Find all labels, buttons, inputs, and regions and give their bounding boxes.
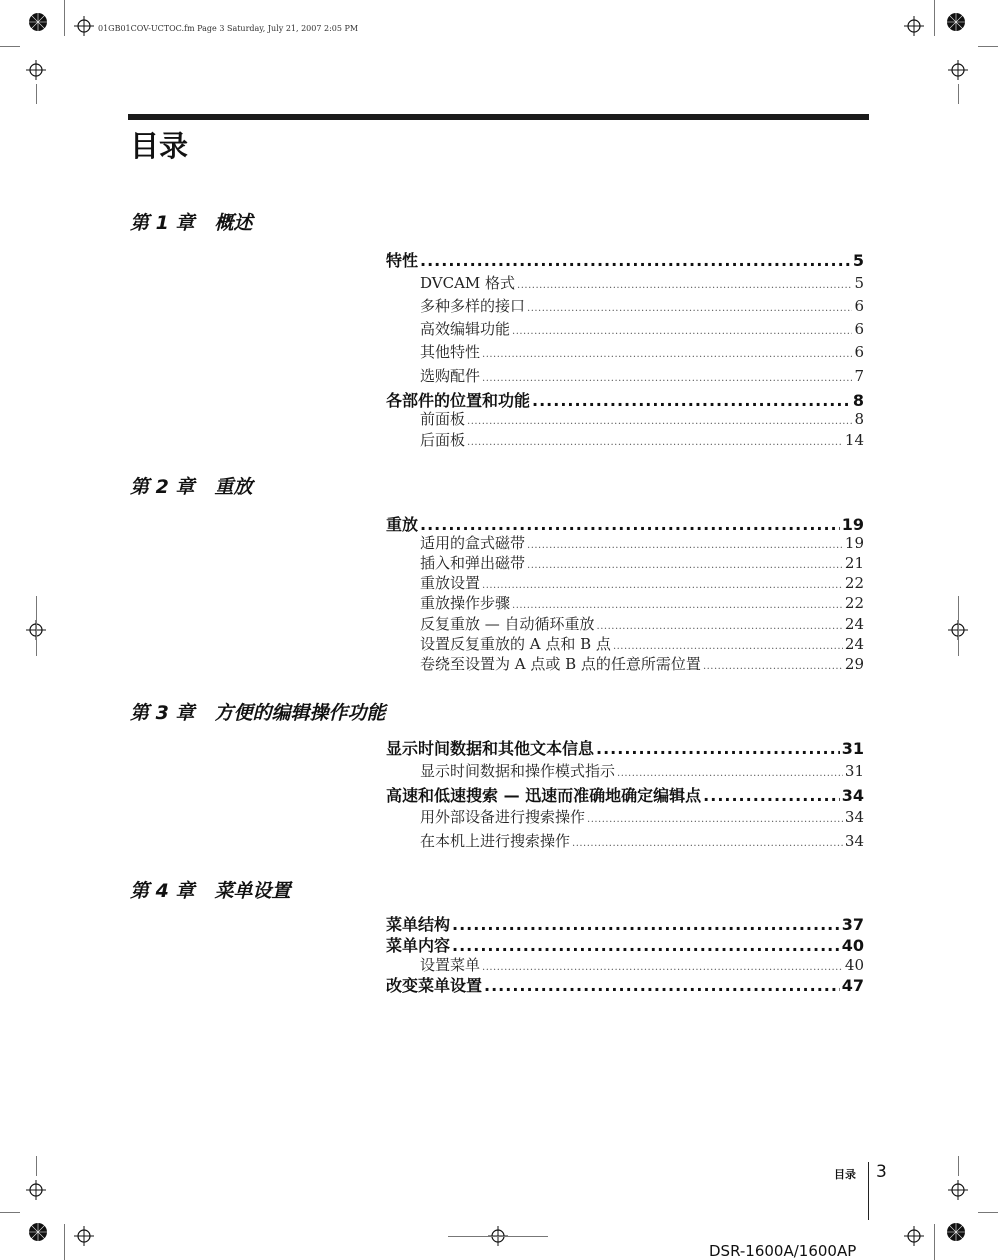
crop-line: [934, 1224, 935, 1260]
toc-subentry[interactable]: 选购配件 ..... 7: [420, 365, 864, 385]
toc-entry[interactable]: 高速和低速搜索 — 迅速而准确地确定编辑点 ..... 34: [386, 783, 864, 805]
footer-page-number: 3: [876, 1162, 887, 1182]
chapter-heading: [130, 472, 252, 499]
toc-entry[interactable]: 显示时间数据和其他文本信息 ..... 31: [386, 736, 864, 758]
toc-page-number: 6: [854, 320, 864, 338]
toc-entry[interactable]: 各部件的位置和功能 ..... 8: [386, 388, 864, 410]
toc-page-number: 34: [841, 786, 864, 805]
crop-line: [978, 1212, 998, 1213]
crosshair-target-icon: [26, 1180, 46, 1200]
crop-line: [36, 1156, 37, 1176]
toc-subentry[interactable]: 多种多样的接口 ..... 6: [420, 295, 864, 315]
toc-entry[interactable]: 重放 ..... 19: [386, 512, 864, 534]
toc-page-number: 29: [844, 655, 864, 673]
footer-divider: [868, 1162, 869, 1220]
toc-page-number: 34: [844, 808, 864, 826]
toc-page-number: 5: [852, 251, 864, 270]
toc-subentry[interactable]: DVCAM 格式 ..... 5: [420, 272, 864, 292]
crop-line: [958, 1156, 959, 1176]
toc-page-number: 22: [844, 594, 864, 612]
crop-line: [0, 46, 20, 47]
toc-subentry[interactable]: 设置反复重放的 A 点和 B 点 ..... 24: [420, 633, 864, 653]
chapter-number: 第 4 章: [130, 880, 195, 902]
toc-page-number: 40: [844, 956, 864, 974]
toc-page-number: 19: [844, 534, 864, 552]
toc-subentry[interactable]: 重放设置 ..... 22: [420, 572, 864, 592]
registration-mark-icon: [28, 1222, 48, 1242]
toc-page-number: 14: [844, 431, 864, 449]
toc-page-number: 6: [854, 343, 864, 361]
crosshair-target-icon: [74, 1226, 94, 1246]
chapter-number: 第 2 章: [130, 476, 195, 498]
chapter-heading: [130, 876, 290, 903]
chapter-number: 第 3 章: [130, 702, 195, 724]
registration-mark-icon: [28, 12, 48, 32]
footer-section-label: 目录: [834, 1168, 856, 1181]
page-title: 目录: [130, 129, 189, 163]
toc-page-number: 5: [854, 274, 864, 292]
toc-entry[interactable]: 改变菜单设置 ..... 47: [386, 973, 864, 995]
toc-page-number: 24: [844, 635, 864, 653]
toc-page-number: 21: [844, 554, 864, 572]
crosshair-target-icon: [26, 60, 46, 80]
toc-subentry[interactable]: 重放操作步骤 ..... 22: [420, 592, 864, 612]
toc-page-number: 34: [844, 832, 864, 850]
toc-page-number: 24: [844, 615, 864, 633]
crop-line: [958, 84, 959, 104]
toc-page-number: 6: [854, 297, 864, 315]
crosshair-target-icon: [948, 1180, 968, 1200]
toc-subentry[interactable]: 显示时间数据和操作模式指示 ..... 31: [420, 760, 864, 780]
crosshair-target-icon: [948, 60, 968, 80]
chapter-title: 方便的编辑操作功能: [214, 702, 386, 724]
toc-entry[interactable]: 菜单内容 ..... 40: [386, 933, 864, 955]
toc-subentry[interactable]: 在本机上进行搜索操作 ..... 34: [420, 830, 864, 850]
crop-line: [36, 84, 37, 104]
toc-subentry[interactable]: 卷绕至设置为 A 点或 B 点的任意所需位置 ..... 29: [420, 653, 864, 673]
crosshair-target-icon: [74, 16, 94, 36]
crop-line: [978, 46, 998, 47]
toc-page-number: 8: [852, 391, 864, 410]
toc-page-number: 37: [841, 915, 864, 934]
toc-subentry[interactable]: 反复重放 — 自动循环重放 ..... 24: [420, 613, 864, 633]
title-rule: [128, 114, 869, 120]
file-header-line: 01GB01COV-UCTOC.fm Page 3 Saturday, July 21, 2007 2:05 PM: [98, 24, 359, 33]
toc-subentry[interactable]: 设置菜单 ..... 40: [420, 954, 864, 974]
toc-page-number: 31: [841, 739, 864, 758]
registration-mark-icon: [946, 12, 966, 32]
toc-page-number: 19: [841, 515, 864, 534]
crop-line: [36, 596, 37, 656]
toc-page-number: 22: [844, 574, 864, 592]
crop-line: [448, 1236, 548, 1237]
chapter-heading: [130, 208, 252, 235]
crop-line: [958, 596, 959, 656]
model-number: DSR-1600A/1600AP: [709, 1242, 857, 1260]
chapter-heading: [130, 698, 385, 725]
registration-mark-icon: [946, 1222, 966, 1242]
crosshair-target-icon: [904, 1226, 924, 1246]
crop-line: [64, 1224, 65, 1260]
toc-page-number: 31: [844, 762, 864, 780]
crop-line: [64, 0, 65, 36]
toc-page-number: 8: [854, 410, 864, 428]
crop-line: [934, 0, 935, 36]
toc-subentry[interactable]: 用外部设备进行搜索操作 ..... 34: [420, 806, 864, 826]
toc-subentry[interactable]: 适用的盒式磁带 ..... 19: [420, 532, 864, 552]
toc-entry[interactable]: 特性 ..... 5: [386, 248, 864, 270]
toc-page-number: 40: [841, 936, 864, 955]
chapter-title: 概述: [214, 212, 253, 234]
toc-subentry[interactable]: 后面板 ..... 14: [420, 429, 864, 449]
toc-page-number: 47: [841, 976, 864, 995]
chapter-number: 第 1 章: [130, 212, 195, 234]
crosshair-target-icon: [904, 16, 924, 36]
toc-page-number: 7: [854, 367, 864, 385]
chapter-title: 菜单设置: [214, 880, 291, 902]
toc-entry[interactable]: 菜单结构 ..... 37: [386, 912, 864, 934]
toc-subentry[interactable]: 其他特性 ..... 6: [420, 341, 864, 361]
chapter-title: 重放: [214, 476, 253, 498]
toc-subentry[interactable]: 高效编辑功能 ..... 6: [420, 318, 864, 338]
toc-subentry[interactable]: 插入和弹出磁带 ..... 21: [420, 552, 864, 572]
toc-subentry[interactable]: 前面板 ..... 8: [420, 408, 864, 428]
crop-line: [0, 1212, 20, 1213]
